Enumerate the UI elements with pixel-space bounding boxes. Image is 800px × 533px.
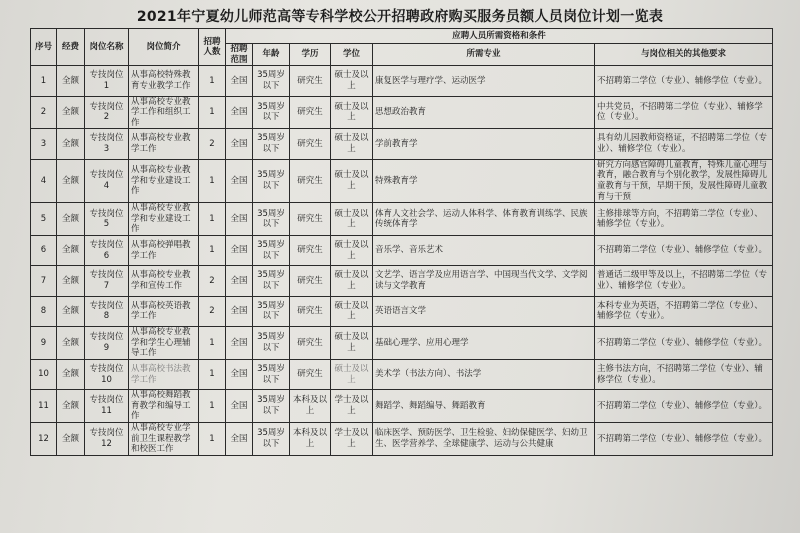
cell-count: 1 [199,203,226,236]
cell-major: 特殊教育学 [373,159,595,203]
table-row [31,159,773,203]
cell-age: 35周岁以下 [253,266,290,296]
cell-other: 主修排球等方向，不招聘第二学位（专业）、辅修学位（专业）。 [595,203,773,236]
header-scope: 招聘范围 [226,44,253,66]
cell-count: 2 [199,296,226,326]
cell-degree: 硕士及以上 [331,129,373,159]
cell-other: 具有幼儿园教师资格证，不招聘第二学位（专业）、辅修学位（专业）。 [595,129,773,159]
cell-degree: 硕士及以上 [331,359,373,389]
cell-funding: 全额 [57,159,85,203]
table-row [31,326,773,359]
header-major: 所需专业 [373,44,595,66]
cell-major: 文艺学、语言学及应用语言学、中国现当代文学、文学阅读与文学教育 [373,266,595,296]
cell-post-desc: 从事高校专业教学工作 [129,129,199,159]
cell-funding: 全额 [57,359,85,389]
cell-post-name: 专技岗位2 [85,96,129,129]
cell-age: 35周岁以下 [253,159,290,203]
cell-post-desc: 从事高校专业教学和专业建设工作 [129,203,199,236]
cell-funding: 全额 [57,129,85,159]
cell-major: 思想政治教育 [373,96,595,129]
cell-scope: 全国 [226,423,253,456]
cell-post-desc: 从事高校舞蹈教育教学和编导工作 [129,390,199,423]
cell-scope: 全国 [226,266,253,296]
cell-scope: 全国 [226,159,253,203]
cell-scope: 全国 [226,326,253,359]
cell-education: 研究生 [290,359,331,389]
cell-post-name: 专技岗位5 [85,203,129,236]
cell-post-name: 专技岗位4 [85,159,129,203]
cell-post-name: 专技岗位12 [85,423,129,456]
cell-count: 1 [199,359,226,389]
table-row [31,266,773,296]
cell-age: 35周岁以下 [253,423,290,456]
cell-post-name: 专技岗位6 [85,236,129,266]
cell-major: 基础心理学、应用心理学 [373,326,595,359]
cell-education: 研究生 [290,159,331,203]
header-count: 招聘人数 [199,29,226,66]
cell-major: 康复医学与理疗学、运动医学 [373,66,595,96]
cell-count: 1 [199,96,226,129]
table-row [31,423,773,456]
cell-degree: 硕士及以上 [331,266,373,296]
cell-seq: 3 [31,129,57,159]
cell-education: 研究生 [290,296,331,326]
cell-degree: 硕士及以上 [331,236,373,266]
cell-major: 音乐学、音乐艺术 [373,236,595,266]
table-row [31,359,773,389]
cell-scope: 全国 [226,203,253,236]
cell-major: 英语语言文学 [373,296,595,326]
cell-age: 35周岁以下 [253,390,290,423]
cell-degree: 硕士及以上 [331,66,373,96]
cell-post-desc: 从事高校英语教学工作 [129,296,199,326]
header-funding: 经费 [57,29,85,66]
cell-seq: 1 [31,66,57,96]
cell-education: 本科及以上 [290,390,331,423]
table-row [31,236,773,266]
cell-scope: 全国 [226,359,253,389]
header-age: 年龄 [253,44,290,66]
cell-post-desc: 从事高校专业教学和宣传工作 [129,266,199,296]
cell-degree: 硕士及以上 [331,96,373,129]
cell-post-name: 专技岗位1 [85,66,129,96]
cell-age: 35周岁以下 [253,236,290,266]
cell-degree: 硕士及以上 [331,203,373,236]
cell-age: 35周岁以下 [253,326,290,359]
cell-funding: 全额 [57,296,85,326]
cell-seq: 2 [31,96,57,129]
cell-education: 研究生 [290,266,331,296]
cell-degree: 学士及以上 [331,390,373,423]
cell-count: 1 [199,390,226,423]
cell-funding: 全额 [57,96,85,129]
cell-age: 35周岁以下 [253,296,290,326]
cell-major: 美术学（书法方向）、书法学 [373,359,595,389]
cell-major: 体育人文社会学、运动人体科学、体育教育训练学、民族传统体育学 [373,203,595,236]
header-seq: 序号 [31,29,57,66]
cell-scope: 全国 [226,390,253,423]
cell-seq: 4 [31,159,57,203]
cell-age: 35周岁以下 [253,66,290,96]
cell-other: 不招聘第二学位（专业）、辅修学位（专业）。 [595,390,773,423]
header-conditions: 应聘人员所需资格和条件 [226,29,773,44]
cell-funding: 全额 [57,326,85,359]
cell-seq: 6 [31,236,57,266]
cell-funding: 全额 [57,236,85,266]
cell-post-desc: 从事高校书法教学工作 [129,359,199,389]
cell-funding: 全额 [57,66,85,96]
cell-education: 研究生 [290,203,331,236]
cell-count: 2 [199,129,226,159]
cell-funding: 全额 [57,390,85,423]
cell-other: 不招聘第二学位（专业）、辅修学位（专业）。 [595,66,773,96]
cell-education: 本科及以上 [290,423,331,456]
table-row [31,390,773,423]
cell-major: 舞蹈学、舞蹈编导、舞蹈教育 [373,390,595,423]
cell-age: 35周岁以下 [253,359,290,389]
cell-other: 研究方向感官障碍儿童教育，特殊儿童心理与教育，融合教育与个别化教学，发展性障碍儿童教育与干预，早期干预，发展性障碍儿童教育与干预 [595,159,773,203]
cell-other: 本科专业为英语，不招聘第二学位（专业）、辅修学位（专业）。 [595,296,773,326]
cell-education: 研究生 [290,96,331,129]
cell-post-name: 专技岗位10 [85,359,129,389]
cell-seq: 7 [31,266,57,296]
cell-post-name: 专技岗位8 [85,296,129,326]
cell-seq: 11 [31,390,57,423]
cell-post-desc: 从事高校专业教学工作和组织工作 [129,96,199,129]
cell-post-desc: 从事高校专业教学和专业建设工作 [129,159,199,203]
cell-count: 1 [199,236,226,266]
cell-seq: 5 [31,203,57,236]
cell-scope: 全国 [226,236,253,266]
cell-age: 35周岁以下 [253,203,290,236]
cell-post-desc: 从事高校弹唱教学工作 [129,236,199,266]
cell-count: 1 [199,423,226,456]
cell-degree: 硕士及以上 [331,326,373,359]
cell-seq: 12 [31,423,57,456]
cell-other: 不招聘第二学位（专业）、辅修学位（专业）。 [595,326,773,359]
cell-scope: 全国 [226,296,253,326]
cell-post-desc: 从事高校特殊教育专业教学工作 [129,66,199,96]
table-row [31,66,773,96]
cell-post-desc: 从事高校专业教学和学生心理辅导工作 [129,326,199,359]
header-post-name: 岗位名称 [85,29,129,66]
cell-education: 研究生 [290,129,331,159]
cell-other: 普通话二级甲等及以上，不招聘第二学位（专业）、辅修学位（专业）。 [595,266,773,296]
cell-seq: 9 [31,326,57,359]
cell-education: 研究生 [290,66,331,96]
cell-count: 1 [199,326,226,359]
cell-scope: 全国 [226,96,253,129]
cell-age: 35周岁以下 [253,129,290,159]
cell-other: 不招聘第二学位（专业）、辅修学位（专业）。 [595,423,773,456]
cell-seq: 10 [31,359,57,389]
cell-post-desc: 从事高校专业学前卫生课程教学和校医工作 [129,423,199,456]
cell-other: 中共党员，不招聘第二学位（专业）、辅修学位（专业）。 [595,96,773,129]
cell-funding: 全额 [57,203,85,236]
cell-scope: 全国 [226,129,253,159]
header-education: 学历 [290,44,331,66]
cell-degree: 硕士及以上 [331,296,373,326]
table-row [31,129,773,159]
cell-other: 主修书法方向，不招聘第二学位（专业）、辅修学位（专业）。 [595,359,773,389]
cell-major: 学前教育学 [373,129,595,159]
cell-age: 35周岁以下 [253,96,290,129]
cell-post-name: 专技岗位7 [85,266,129,296]
header-degree: 学位 [331,44,373,66]
cell-scope: 全国 [226,66,253,96]
cell-major: 临床医学、预防医学、卫生检验、妇幼保健医学、妇幼卫生、医学营养学、全球健康学、运动与公共健康 [373,423,595,456]
cell-funding: 全额 [57,266,85,296]
cell-count: 1 [199,66,226,96]
cell-funding: 全额 [57,423,85,456]
cell-post-name: 专技岗位3 [85,129,129,159]
cell-seq: 8 [31,296,57,326]
cell-other: 不招聘第二学位（专业）、辅修学位（专业）。 [595,236,773,266]
table-row [31,203,773,236]
header-other: 与岗位相关的其他要求 [595,44,773,66]
header-post-desc: 岗位简介 [129,29,199,66]
cell-education: 研究生 [290,236,331,266]
table-row [31,296,773,326]
cell-education: 研究生 [290,326,331,359]
cell-degree: 硕士及以上 [331,159,373,203]
cell-count: 2 [199,266,226,296]
cell-degree: 学士及以上 [331,423,373,456]
job-plan-table [30,28,773,456]
table-row [31,96,773,129]
table-body [31,66,773,456]
cell-count: 1 [199,159,226,203]
cell-post-name: 专技岗位11 [85,390,129,423]
document-title: 2021年宁夏幼儿师范高等专科学校公开招聘政府购买服务员额人员岗位计划一览表 [136,9,664,25]
cell-post-name: 专技岗位9 [85,326,129,359]
